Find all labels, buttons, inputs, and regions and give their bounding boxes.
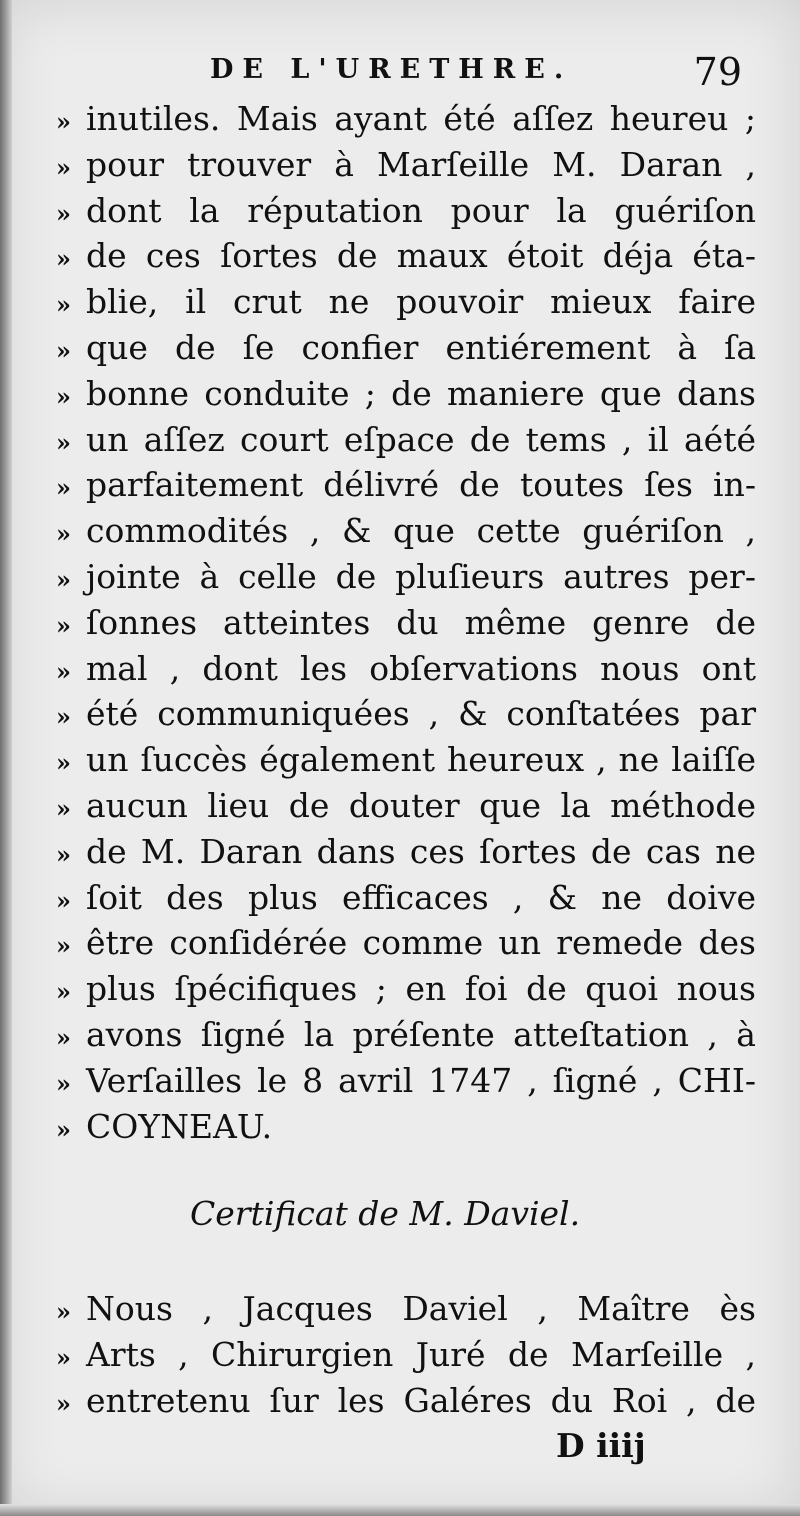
quote-mark: »	[56, 381, 71, 411]
quote-mark: »	[56, 748, 71, 778]
line-text: Arts , Chirurgien Juré de Marſeille ,	[86, 1334, 756, 1374]
line-text: aucun lieu de douter que la méthode	[86, 785, 756, 825]
quote-mark: »	[56, 885, 71, 915]
signature-mark: D iiij	[556, 1426, 646, 1465]
text-line	[56, 600, 756, 646]
quote-mark: »	[56, 793, 71, 823]
text-line	[56, 96, 756, 142]
page-header	[210, 48, 770, 98]
line-text: COYNEAU.	[86, 1106, 273, 1146]
quote-mark: »	[56, 610, 71, 640]
quote-mark: »	[56, 564, 71, 594]
text-line	[56, 279, 756, 325]
quote-mark: »	[56, 702, 71, 732]
text-line	[56, 1058, 756, 1104]
line-text: être conſidérée comme un remede des	[86, 923, 756, 963]
text-line	[56, 1286, 756, 1332]
line-text: ſonnes atteintes du même genre de	[86, 602, 756, 642]
quote-mark: »	[56, 427, 71, 457]
line-text: de M. Daran dans ces ſortes de cas ne	[86, 831, 756, 871]
line-text: bonne conduite ; de maniere que dans	[86, 373, 756, 413]
text-line	[56, 1378, 756, 1424]
quote-mark: »	[56, 244, 71, 274]
text-line	[56, 371, 756, 417]
quote-mark: »	[56, 1297, 71, 1326]
line-text: pour trouver à Marſeille M. Daran ,	[86, 144, 756, 184]
quote-mark: »	[56, 839, 71, 869]
quote-mark: »	[56, 1388, 71, 1418]
quote-mark: »	[56, 1114, 71, 1144]
line-text: un ſuccès également heureux , ne laiſſe	[86, 740, 756, 780]
text-line	[56, 233, 756, 279]
text-line	[56, 783, 756, 829]
running-head: DE L'URETHRE.	[210, 54, 573, 85]
text-line	[56, 646, 756, 692]
quote-mark: »	[56, 656, 71, 686]
line-text: été communiquées , & conſtatées par	[86, 694, 756, 734]
quote-mark: »	[56, 473, 71, 503]
line-text: parfaitement délivré de toutes ſes in-	[86, 465, 756, 505]
page-bottom-edge	[0, 1504, 800, 1516]
line-text: blie, il crut ne pouvoir mieux faire	[86, 282, 756, 322]
line-text: de ces ſortes de maux étoit déja éta-	[86, 236, 756, 276]
quote-mark: »	[56, 335, 71, 365]
line-text: un aſſez court eſpace de tems , il aété	[86, 419, 756, 459]
text-line	[56, 875, 756, 921]
line-text: commodités , & que cette guériſon ,	[86, 511, 756, 551]
quote-mark: »	[56, 931, 71, 961]
quote-mark: »	[56, 152, 71, 182]
quote-mark: »	[56, 1342, 71, 1372]
section-title: Certificat de M. Daviel.	[190, 1194, 581, 1233]
quote-mark: »	[56, 1022, 71, 1052]
text-line	[56, 508, 756, 554]
page-number: 79	[693, 50, 742, 94]
text-line	[56, 462, 756, 508]
quote-mark: »	[56, 290, 71, 320]
line-text: entretenu ſur les Galéres du Roi , de	[86, 1380, 756, 1420]
quote-mark: »	[56, 977, 71, 1007]
quote-mark: »	[56, 519, 71, 549]
text-line	[56, 1104, 756, 1150]
page-left-edge	[0, 0, 12, 1516]
text-line	[56, 417, 756, 463]
line-text: Nous , Jacques Daviel , Maître ès	[86, 1289, 756, 1328]
line-text: que de ſe confier entiérement à ſa	[86, 327, 756, 367]
line-text: mal , dont les obſervations nous ont	[86, 648, 756, 688]
text-line	[56, 966, 756, 1012]
body-text	[56, 96, 756, 1149]
line-text: ſoit des plus efficaces , & ne doive	[86, 877, 756, 917]
text-line	[56, 920, 756, 966]
text-line	[56, 691, 756, 737]
line-text: jointe à celle de pluſieurs autres per-	[86, 556, 756, 596]
text-line	[56, 1332, 756, 1378]
quote-mark: »	[56, 198, 71, 228]
body-text-continued	[56, 1286, 756, 1423]
text-line	[56, 554, 756, 600]
line-text: dont la réputation pour la guériſon	[86, 190, 756, 230]
text-line	[56, 188, 756, 234]
text-line	[56, 737, 756, 783]
line-text: avons ſigné la préſente atteſtation , à	[86, 1014, 756, 1054]
line-text: plus ſpécifiques ; en foi de quoi nous	[86, 969, 756, 1009]
quote-mark: »	[56, 107, 71, 136]
text-line	[56, 1012, 756, 1058]
line-text: inutiles. Mais ayant été aſſez heureu ;	[86, 99, 756, 138]
text-line	[56, 325, 756, 371]
text-line	[56, 142, 756, 188]
quote-mark: »	[56, 1068, 71, 1098]
line-text: Verſailles le 8 avril 1747 , ſigné , CHI-	[86, 1060, 756, 1100]
text-line	[56, 829, 756, 875]
